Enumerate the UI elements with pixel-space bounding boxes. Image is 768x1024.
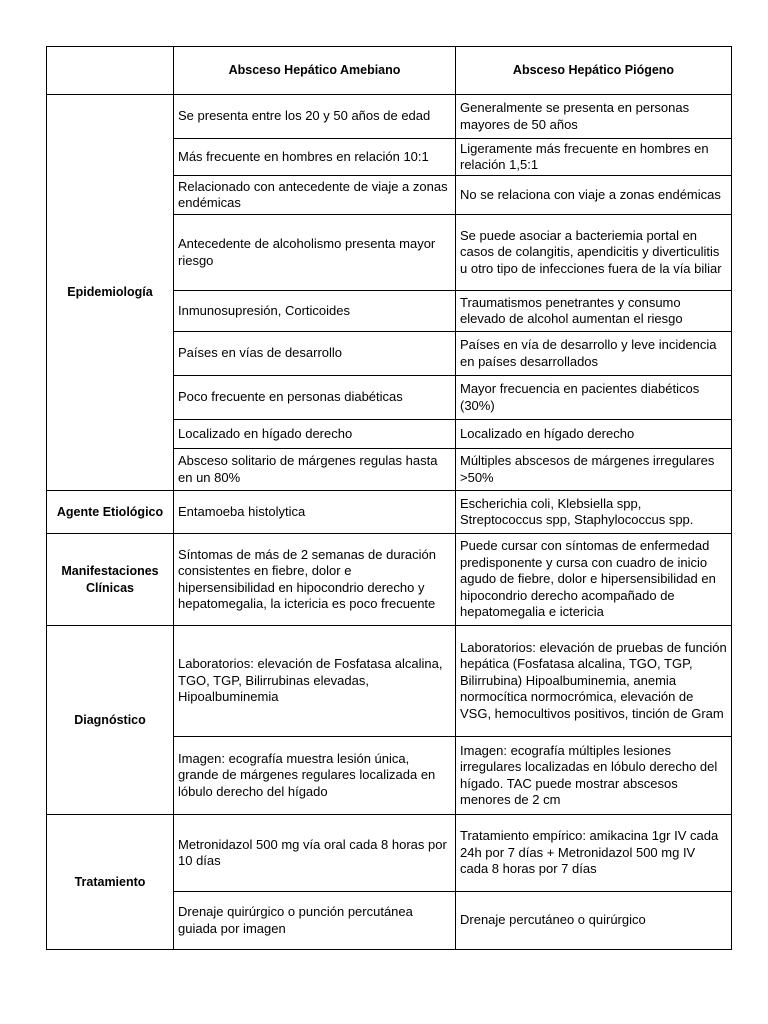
table-row	[47, 95, 732, 139]
cell-piogeno: Ligeramente más frecuente en hombres en relación 1,5:1	[456, 139, 732, 176]
cell-piogeno: Puede cursar con síntomas de enfermedad predisponente y cursa con cuadro de inicio agudo de fiebre, dolor e hipersensibilidad en hipocondrio derecho acompañado de hepatomegalia e ictericia	[456, 534, 732, 626]
header-empty-cell	[47, 47, 174, 95]
cell-piogeno: Escherichia coli, Klebsiella spp, Streptococcus spp, Staphylococcus spp.	[456, 491, 732, 534]
table-row	[47, 534, 732, 626]
section-diagnostico: Diagnóstico	[47, 626, 174, 815]
section-epidemiologia: Epidemiología	[47, 95, 174, 491]
cell-amebiano: Absceso solitario de márgenes regulas hasta en un 80%	[174, 449, 456, 491]
cell-piogeno: Se puede asociar a bacteriemia portal en casos de colangitis, apendicitis y diverticulitis u otro tipo de infecciones fuera de la vía biliar	[456, 215, 732, 291]
cell-piogeno: Múltiples abscesos de márgenes irregulares >50%	[456, 449, 732, 491]
cell-amebiano: Síntomas de más de 2 semanas de duración consistentes en fiebre, dolor e hipersensibilidad en hipocondrio derecho y hepatomegalia, la ictericia es poco frecuente	[174, 534, 456, 626]
cell-piogeno: Localizado en hígado derecho	[456, 420, 732, 449]
cell-amebiano: Inmunosupresión, Corticoides	[174, 291, 456, 332]
cell-piogeno: Laboratorios: elevación de pruebas de función hepática (Fosfatasa alcalina, TGO, TGP, Bilirrubina) Hipoalbuminemia, anemia normocítica normocrómica, elevación de VSG, hemocultivos positivos, tinción de Gram	[456, 626, 732, 737]
table-row	[47, 626, 732, 737]
cell-amebiano: Antecedente de alcoholismo presenta mayor riesgo	[174, 215, 456, 291]
table-row	[47, 491, 732, 534]
cell-amebiano: Más frecuente en hombres en relación 10:1	[174, 139, 456, 176]
section-agente-etiologico: Agente Etiológico	[47, 491, 174, 534]
cell-piogeno: Generalmente se presenta en personas mayores de 50 años	[456, 95, 732, 139]
header-piogeno: Absceso Hepático Piógeno	[456, 47, 732, 95]
cell-amebiano: Relacionado con antecedente de viaje a zonas endémicas	[174, 176, 456, 215]
cell-amebiano: Países en vías de desarrollo	[174, 332, 456, 376]
cell-amebiano: Drenaje quirúrgico o punción percutánea guiada por imagen	[174, 892, 456, 950]
cell-piogeno: Mayor frecuencia en pacientes diabéticos (30%)	[456, 376, 732, 420]
table-row	[47, 815, 732, 892]
cell-amebiano: Poco frecuente en personas diabéticas	[174, 376, 456, 420]
section-tratamiento: Tratamiento	[47, 815, 174, 950]
cell-amebiano: Se presenta entre los 20 y 50 años de edad	[174, 95, 456, 139]
cell-amebiano: Imagen: ecografía muestra lesión única, grande de márgenes regulares localizada en lóbulo derecho del hígado	[174, 737, 456, 815]
cell-amebiano: Entamoeba histolytica	[174, 491, 456, 534]
cell-amebiano: Laboratorios: elevación de Fosfatasa alcalina, TGO, TGP, Bilirrubinas elevadas, Hipoalbuminemia	[174, 626, 456, 737]
cell-piogeno: Tratamiento empírico: amikacina 1gr IV cada 24h por 7 días + Metronidazol 500 mg IV cada 8 horas por 7 días	[456, 815, 732, 892]
section-manifestaciones-clinicas: Manifestaciones Clínicas	[47, 534, 174, 626]
cell-amebiano: Metronidazol 500 mg vía oral cada 8 horas por 10 días	[174, 815, 456, 892]
cell-piogeno: Traumatismos penetrantes y consumo elevado de alcohol aumentan el riesgo	[456, 291, 732, 332]
header-amebiano: Absceso Hepático Amebiano	[174, 47, 456, 95]
cell-piogeno: Drenaje percutáneo o quirúrgico	[456, 892, 732, 950]
cell-piogeno: No se relaciona con viaje a zonas endémicas	[456, 176, 732, 215]
cell-piogeno: Países en vía de desarrollo y leve incidencia en países desarrollados	[456, 332, 732, 376]
cell-piogeno: Imagen: ecografía múltiples lesiones irregulares localizadas en lóbulo derecho del hígado. TAC puede mostrar abscesos menores de 2 cm	[456, 737, 732, 815]
cell-amebiano: Localizado en hígado derecho	[174, 420, 456, 449]
header-row	[47, 47, 732, 95]
comparison-table	[46, 46, 732, 950]
